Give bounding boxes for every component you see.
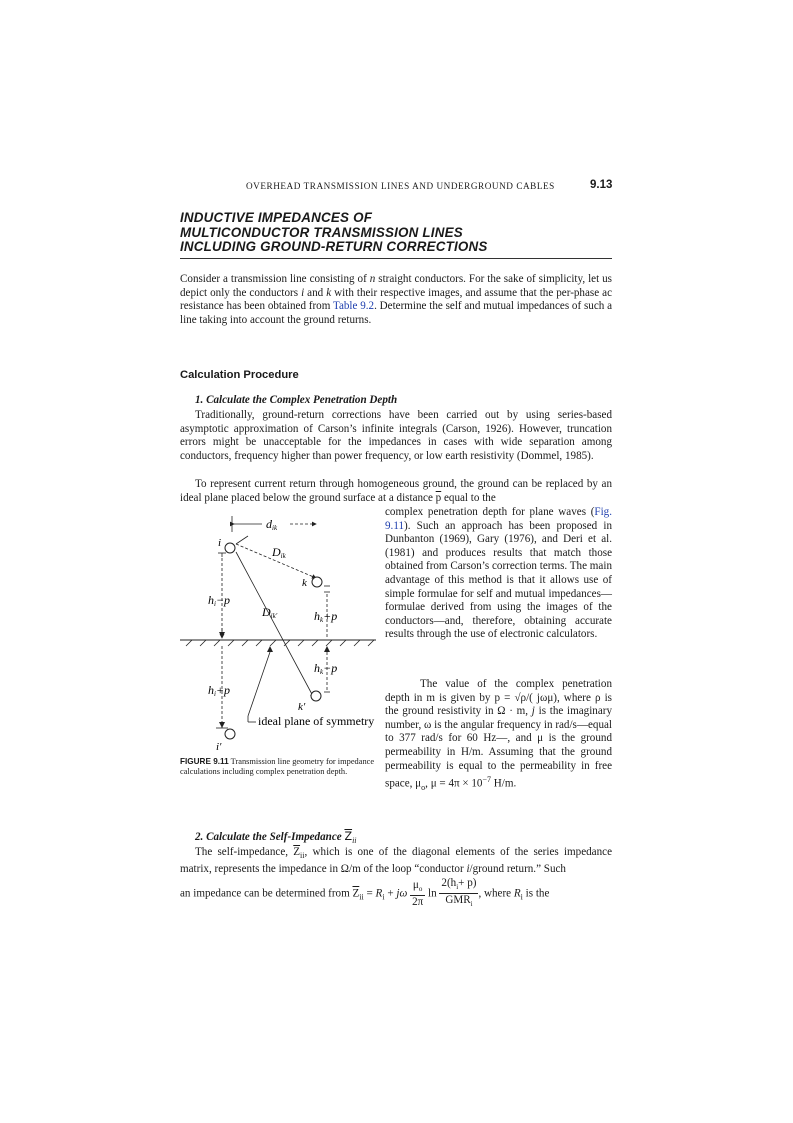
page-header	[0, 181, 793, 197]
fraction-ln-argument	[439, 877, 478, 910]
text-run: R	[513, 887, 521, 900]
symbol-Z: $\overline{Z}$	[344, 830, 353, 843]
text-run: + p)	[458, 877, 477, 889]
label-hi-plus-p: hi+p	[208, 683, 231, 698]
symbol-sub: i	[456, 883, 459, 892]
text-run: . Determine the self and mutual impedances of such a line taking into account the ground returns.	[180, 300, 612, 326]
step1-heading: 1. Calculate the Complex Penetration Depth	[195, 394, 398, 406]
label-k-prime: k′	[298, 701, 306, 713]
step1-paragraph-3	[385, 506, 612, 642]
text-run: The self-impedance,	[195, 846, 294, 858]
text-run: and	[304, 286, 327, 299]
text-run: R	[375, 887, 383, 900]
label-i: i	[218, 537, 222, 549]
text-run: ). Such an approach has been proposed in Dunbanton (1969), Gary (1976), and Deri et al. (1981) and produces results that match those obtained from Carson’s correction terms. The main advantage of this method is that it allows use of simple formulae for self and mutual impedances—formulae derived from using the images of the conductors—and, therefore, obtaining accurate results through the use of electronic calculators.	[385, 519, 612, 641]
figure-caption	[180, 757, 380, 777]
symbol-p: $\overline{p}$	[435, 491, 442, 504]
label-hi-minus-p: hi−p	[208, 593, 231, 608]
text-run: i	[466, 862, 470, 875]
text-run: /ground return.” Such	[469, 862, 566, 875]
symbol-sub: ii	[300, 851, 305, 861]
text-run: The value of the complex penetration depth in m is given by	[385, 678, 612, 704]
section-title-line: INCLUDING GROUND-RETURN CORRECTIONS	[180, 239, 488, 254]
label-Dik-prime: Dik′	[262, 605, 278, 620]
intro-paragraph	[180, 273, 612, 327]
text-run: H/m.	[491, 777, 517, 790]
figure-9-11	[178, 510, 378, 755]
section-rule	[180, 258, 612, 259]
conductor-i	[225, 543, 235, 553]
conductor-k-prime	[311, 691, 321, 701]
text-run: , where	[478, 887, 514, 900]
label-i-prime: i′	[216, 741, 222, 753]
label-k: k	[302, 577, 307, 589]
text-run: μ	[412, 879, 419, 892]
step1-paragraph-1: Traditionally, ground-return corrections have been carried out by using series-based asymptotic approximation of Carson’s infinite integrals (Carson, 1926). However, truncation errors might be unacceptable for the impedances in cases with wide separation among conductors, frequency higher than power frequency, or low earth resistivity (Dommel, 1985).	[180, 409, 612, 462]
text-run: equal to the	[441, 491, 496, 504]
caption-label: FIGURE 9.11	[180, 757, 229, 766]
text-run: jω	[396, 887, 408, 900]
penetration-depth-formula: p = √ρ/( jωμ),	[494, 691, 560, 704]
symbol-sub: i	[470, 900, 473, 909]
text-run: with their respective images, and assume that the per-phase ac resistance has been obtained from	[180, 286, 612, 313]
label-Dik: Dik	[272, 545, 286, 560]
text-run: , μ = 4π × 10	[425, 777, 483, 790]
text-run: =	[363, 887, 376, 900]
text-run: GMR	[445, 894, 471, 907]
label-hk-plus-p: hk+p	[314, 609, 338, 624]
text-run: n	[369, 273, 376, 285]
symbol-sub: i	[520, 892, 523, 902]
text-run: where ρ is the ground resistivity in Ω · m,	[385, 691, 612, 718]
symbol-sub: i	[382, 892, 385, 902]
section-title-line: INDUCTIVE IMPEDANCES OF	[180, 210, 373, 225]
caption-text: Transmission line geometry for impedance calculations including complex penetration depth.	[180, 757, 375, 776]
text-run: an impedance can be determined from	[180, 887, 353, 900]
text-run: To represent current return through homogeneous ground, the ground can be replaced by an ideal plane placed below the ground surface at a distance	[180, 478, 612, 504]
text-run: +	[384, 887, 397, 900]
symbol-sub: ii	[352, 836, 357, 846]
text-run: straight conductors. For the sake of simplicity, let us depict only the conductors	[180, 273, 612, 299]
section-title-line: MULTICONDUCTOR TRANSMISSION LINES	[180, 224, 463, 240]
label-dik: dik	[266, 517, 278, 532]
text-run: k	[326, 286, 332, 299]
text-run: 2π	[412, 896, 424, 909]
step2-paragraph-1	[180, 846, 612, 876]
label-hk-minus-p: hk−p	[314, 661, 338, 676]
symbol-Z: $\overline{Z}$	[293, 846, 301, 858]
table-link[interactable]: Table 9.2	[332, 300, 375, 313]
step1-paragraph-2	[180, 478, 612, 505]
step2-heading	[195, 830, 357, 845]
calc-heading: Calculation Procedure	[180, 369, 299, 381]
text-run: 2. Calculate the Self-Impedance	[195, 831, 345, 843]
symbol-sub: ii	[359, 892, 364, 902]
text-run: , which is one of the diagonal elements of the series impedance matrix, represents the impedance in Ω/m of the loop “conductor	[180, 846, 612, 875]
text-run: i	[301, 286, 305, 299]
text-run: 2(h	[441, 877, 457, 889]
section-title	[180, 211, 612, 255]
fraction-mu-over-2pi	[410, 879, 425, 908]
text-run: Consider a transmission line consisting of	[180, 273, 370, 285]
symbol-sub: o	[418, 885, 423, 894]
figure-link[interactable]: Fig. 9.11	[385, 506, 612, 532]
symbol-Z: $\overline{Z}$	[352, 887, 360, 900]
page-number: 9.13	[590, 179, 613, 191]
text-run: ln	[425, 887, 440, 900]
running-head: OVERHEAD TRANSMISSION LINES AND UNDERGROUND CABLES	[246, 181, 555, 191]
conductor-i-prime	[225, 729, 235, 739]
text-run: j	[531, 705, 535, 718]
text-run: complex penetration depth for plane waves (	[385, 506, 595, 518]
step2-paragraph-2	[180, 877, 620, 910]
label-ideal-plane: ideal plane of symmetry	[258, 714, 375, 728]
conductor-k	[312, 577, 322, 587]
text-run: is the imaginary number, ω is the angular frequency in rad/s—equal to 377 rad/s for 60 Hz—, and μ is the ground permeability in H/m. Assuming that the ground permeability is equal to the permeability in free space, μ	[385, 705, 612, 790]
step1-paragraph-4: The value of the complex penetration depth in m is given by p = √ρ/( jωμ), where ρ is the ground resistivity in Ω · m, j is the imaginary number, ω is the angular frequency in rad/s—equal to 377 rad/s for 60 Hz—, and μ is the ground permeability in H/m. Assuming that the ground permeability is equal to the permeability in free space, $\mu_o$, $\mu = 4\pi \times 10^{-7}$ H/m.	[385, 678, 612, 793]
text-run: is the	[522, 887, 550, 900]
exponent: −7	[482, 775, 491, 785]
